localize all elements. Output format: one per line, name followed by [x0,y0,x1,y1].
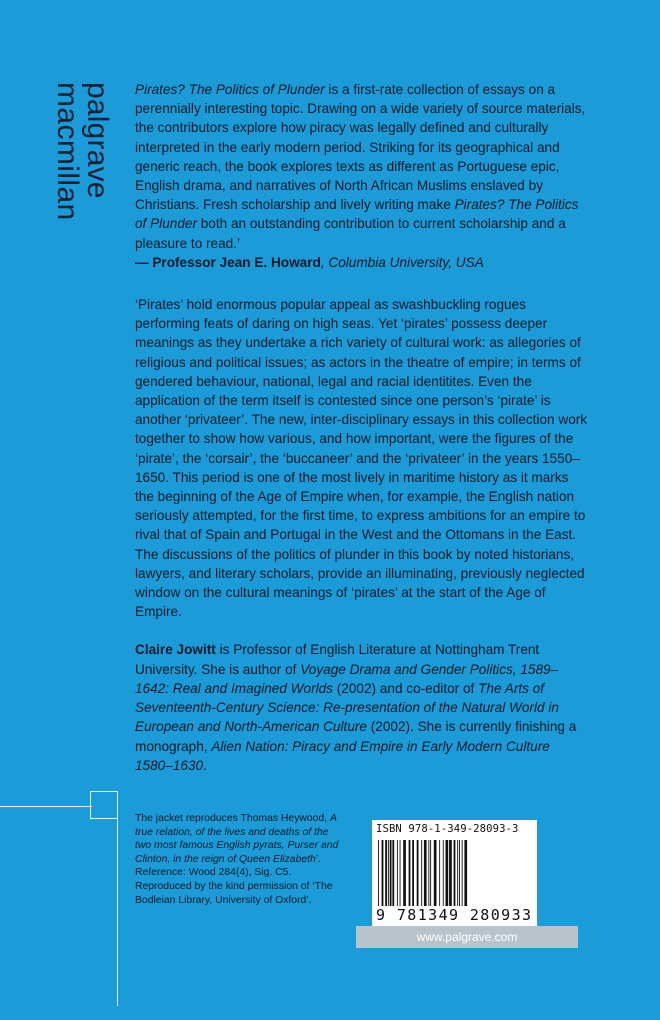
frame-vertical-line [117,816,118,1006]
barcode-icon [376,840,533,906]
barcode-bar [439,840,440,906]
review-text-1: is a first-rate collection of essays on a perennially interesting topic. Drawing on a wide variety of source materials, the contributors explore how piracy was legally defined and culturally interpreted in the early modern period. Striking for its geographical and generic reach, the book explores texts as different as Portuguese epic, English drama, and narratives of North African Muslims enslaved by Christians. Fresh scholarship and lively writing make [135,82,586,213]
author-bio-text-2: (2002) and co-editor of [332,680,479,696]
barcode-bar [382,840,384,906]
review-book-title: Pirates? The Politics of Plunder [135,82,325,97]
website-url[interactable]: www.palgrave.com [356,926,578,948]
isbn-label: ISBN 978-1-349-28093-3 [376,823,519,835]
author-book-3: Alien Nation: Piracy and Empire in Early Modern Culture 1580–1630 [135,738,550,773]
jacket-credit-text [135,812,347,907]
credit-text-1: The jacket reproduces Thomas Heywood, [135,813,331,824]
review-book-title-2: Pirates? The Politics of Plunder [135,197,579,232]
barcode-bar [457,840,458,906]
barcode-bar [462,840,463,906]
barcode-bar [390,840,392,906]
barcode-bar [397,840,398,906]
jacket-credit [135,812,347,907]
main-text-column [135,80,590,775]
decorative-corner-frame [0,806,120,1006]
barcode-bar [449,840,452,906]
barcode-bar [378,840,379,906]
book-description: ‘Pirates’ hold enormous popular appeal as swashbuckling rogues performing feats of daring on high seas. Yet ‘pirates’ possess deeper meanings as they undertake a rich variety of cultural work: as allegories of religious and political issues; as actors in the theatre of empire; in terms of gendered behaviour, national, legal and racial identitites. Even the application of the term itself is contested since one person’s ‘pirate’ is another ‘privateer’. The new, inter-disciplinary essays in this collection work together to show how various, and how important, were the figures of the ‘pirate’, the ‘corsair’, the ‘buccaneer’ and the ‘privateer’ in the years 1550–1650. This period is one of the most lively in maritime history as it marks the beginning of the Age of Empire when, for example, the English nation seriously attempted, for the first time, to express ambitions for an empire to rival that of Spain and Portugal in the West and the Ottomans in the East. The discussions of the politics of plunder in this book by noted historians, lawyers, and literary scholars, provide an illuminating, previously neglected window on the cultural meanings of ‘pirates’ at the start of the Age of Empire. [135,297,588,620]
credit-title: A true relation, of the lives and deaths of the two most famous English pyrats, Purser and Clinton, in the reign of Queen Elizabeth [135,813,339,865]
ean-number: 9 781349 280933 [376,906,533,924]
credit-text-2: ’. Reference: Wood 284(4), Sig. C5. Reproduced by the kind permission of ‘The Bodleian Library, University of Oxford’. [135,853,333,906]
barcode-block [372,820,537,928]
publisher-logo [52,82,112,262]
review-attribution [135,253,590,272]
author-bio-text-1: is Professor of English Literature at Nottingham Trent University. She is author of [135,642,540,677]
author-bio [135,640,590,774]
barcode-bar [446,840,449,906]
reviewer-name: — Professor Jean E. Howard [135,254,321,270]
frame-horizontal-line [0,806,92,807]
review-quote [135,80,590,253]
barcode-bar [400,840,401,906]
author-name: Claire Jowitt [135,642,216,658]
barcode-bar [392,840,394,906]
barcode-bar [424,840,427,906]
barcode-bar [459,840,460,906]
review-text-2: both an outstanding contribution to current scholarship and a pleasure to read.’ [135,216,566,251]
barcode-bar [388,840,389,906]
brand-line-2: macmillan [51,82,84,221]
barcode-bar [417,840,419,906]
author-book-1: Voyage Drama and Gender Politics, 1589–1642: Real and Imagined Worlds [135,661,559,696]
reviewer-affiliation: , Columbia University, USA [320,254,484,270]
barcode-bar [428,840,429,906]
frame-square [90,791,118,819]
barcode-bar [421,840,422,906]
barcode-bar [412,840,414,906]
barcode-bar [430,840,431,906]
barcode-bar [434,840,437,906]
barcode-bar [443,840,444,906]
barcode-bar [403,840,406,906]
brand-line-1: palgrave [81,82,114,199]
author-bio-text-4: . [203,757,207,773]
barcode-bar [409,840,411,906]
barcode-bar [464,840,467,906]
barcode-bar [385,840,387,906]
barcode-bar [454,840,456,906]
author-bio-text-3: (2002). She is currently finishing a monograph, [135,719,577,754]
author-book-2: The Arts of Seventeenth-Century Science: Re-presentation of the Natural World in European and North-American Culture [135,680,559,735]
